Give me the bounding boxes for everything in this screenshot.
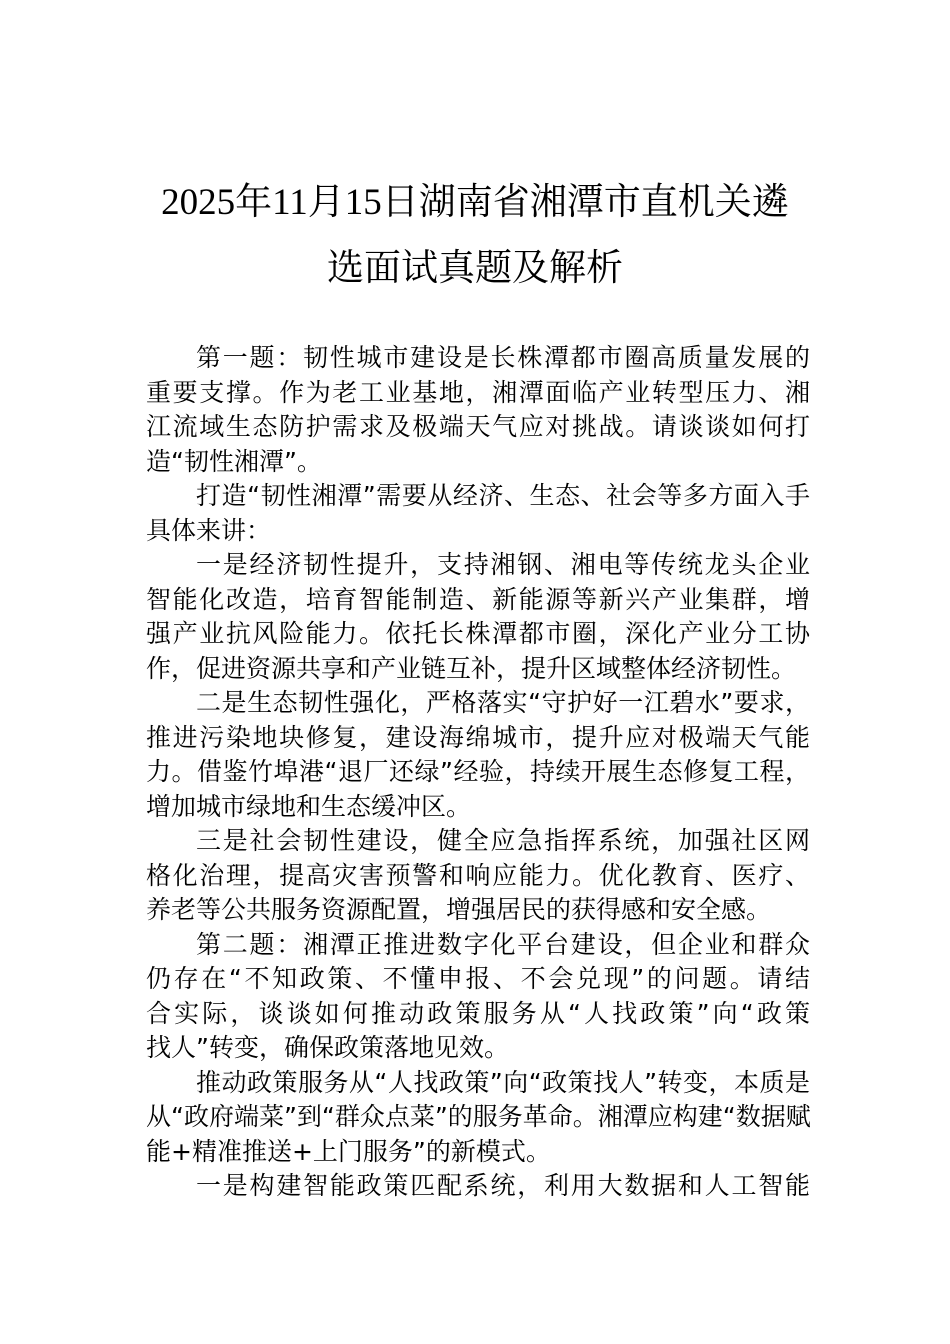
answer-2-point-1-paragraph xyxy=(146,1169,810,1204)
text-line: 从“政府端菜”到“群众点菜”的服务革命。湘潭应构建“数据赋 xyxy=(146,1102,811,1131)
text-line: 具体来讲： xyxy=(146,515,272,545)
text-line: 一是经济韧性提升，支持湘钢、湘电等传统龙头企业 xyxy=(196,550,810,579)
document-body xyxy=(146,341,810,1204)
answer-2-intro-paragraph xyxy=(146,1066,810,1170)
answer-1-point-2-paragraph xyxy=(146,686,810,824)
text-line: 格化治理，提高灾害预警和响应能力。优化教育、医疗、 xyxy=(146,860,810,890)
text-line: 推动政策服务从“人找政策”向“政策找人”转变，本质是 xyxy=(196,1067,810,1097)
text-line: 二是生态韧性强化，严格落实“守护好一江碧水”要求， xyxy=(196,688,810,717)
answer-1-point-3-paragraph xyxy=(146,824,810,928)
document-title-line-1: 2025年11月15日湖南省湘潭市直机关遴 xyxy=(161,182,789,223)
question-2-paragraph xyxy=(146,928,810,1066)
text-line: 三是社会韧性建设，健全应急指挥系统，加强社区网 xyxy=(196,826,810,855)
text-line: 力。借鉴竹埠港“退厂还绿”经验，持续开展生态修复工程， xyxy=(146,757,810,786)
answer-1-point-1-paragraph xyxy=(146,548,810,686)
question-1-paragraph xyxy=(146,341,810,479)
text-line: 江流域生态防护需求及极端天气应对挑战。请谈谈如何打 xyxy=(146,412,810,441)
text-line: 重要支撑。作为老工业基地，湘潭面临产业转型压力、湘 xyxy=(146,377,810,407)
text-line: 第一题：韧性城市建设是长株潭都市圈高质量发展的 xyxy=(196,343,810,372)
text-line: 智能化改造，培育智能制造、新能源等新兴产业集群，增 xyxy=(146,584,810,614)
text-line: 造“韧性湘潭”。 xyxy=(146,446,322,476)
text-line: 强产业抗风险能力。依托长株潭都市圈，深化产业分工协 xyxy=(146,619,810,648)
text-line: 推进污染地块修复，建设海绵城市，提升应对极端天气能 xyxy=(146,722,810,752)
text-line: 养老等公共服务资源配置，增强居民的获得感和安全感。 xyxy=(146,895,772,924)
text-line: 作，促进资源共享和产业链互补，提升区域整体经济韧性。 xyxy=(146,653,797,683)
answer-1-intro-paragraph xyxy=(146,479,810,548)
text-line: 找人”转变，确保政策落地见效。 xyxy=(146,1033,509,1062)
text-line: 第二题：湘潭正推进数字化平台建设，但企业和群众 xyxy=(196,929,810,959)
text-line: 能+精准推送+上门服务”的新模式。 xyxy=(146,1136,551,1166)
text-line: 仍存在“不知政策、不懂申报、不会兑现”的问题。请结 xyxy=(146,964,810,993)
text-line: 打造“韧性湘潭”需要从经济、生态、社会等多方面入手 xyxy=(196,481,810,510)
text-line: 增加城市绿地和生态缓冲区。 xyxy=(146,791,472,821)
text-line: 一是构建智能政策匹配系统，利用大数据和人工智能 xyxy=(196,1171,810,1200)
text-line: 合实际，谈谈如何推动政策服务从“人找政策”向“政策 xyxy=(146,998,810,1028)
document-title-line-2: 选面试真题及解析 xyxy=(327,248,623,289)
